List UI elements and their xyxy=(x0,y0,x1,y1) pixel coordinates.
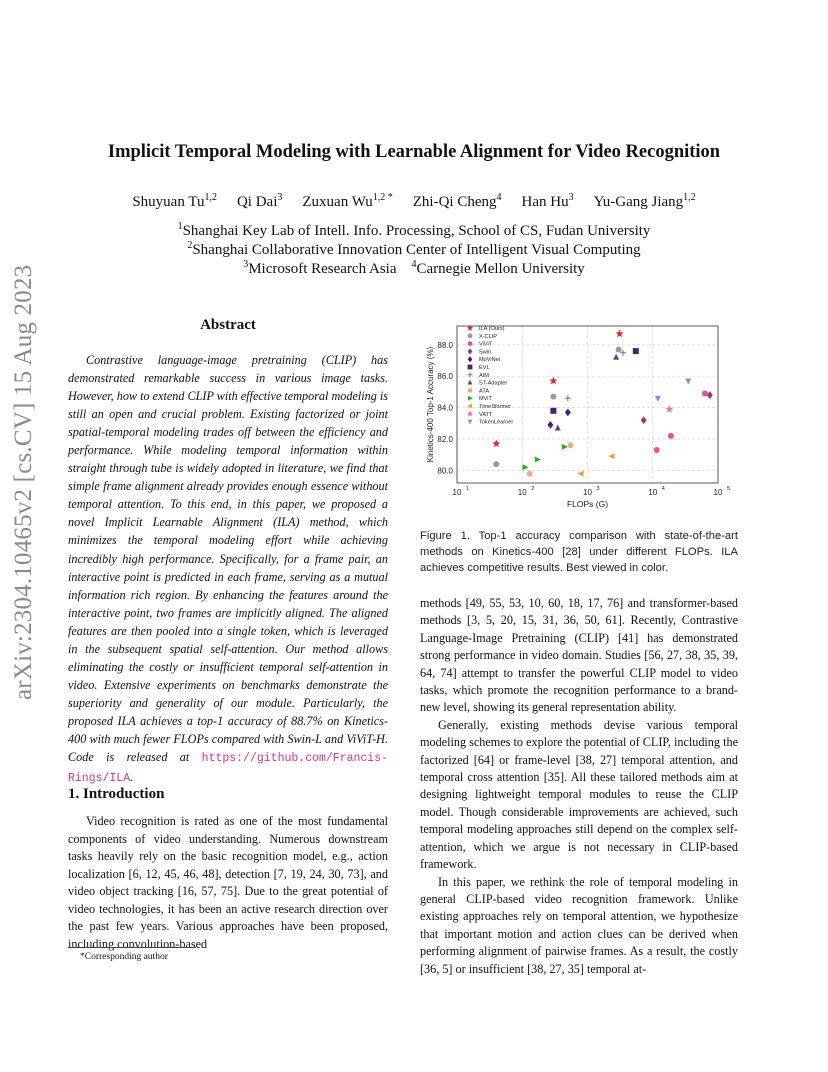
data-point xyxy=(549,377,557,385)
author-name: Qi Dai$^3$ xyxy=(236,192,283,210)
data-point xyxy=(523,464,529,470)
legend-entry: MoViNet xyxy=(479,357,501,364)
section-heading-introduction: 1. Introduction xyxy=(68,786,165,802)
legend-marker xyxy=(468,333,473,338)
accuracy-flops-chart xyxy=(420,318,738,518)
data-point xyxy=(685,379,691,385)
data-point xyxy=(655,396,661,402)
legend-marker xyxy=(468,388,473,393)
x-tick-exponent: 3 xyxy=(596,486,600,492)
author-list xyxy=(0,194,828,211)
y-tick-label: 82.0 xyxy=(437,435,453,445)
x-tick-exponent: 1 xyxy=(466,486,470,492)
data-point xyxy=(568,442,574,448)
data-point xyxy=(550,394,556,400)
y-axis-label: Kinetics-400 Top-1 Accuracy (%) xyxy=(426,346,435,463)
legend-entry: AIM xyxy=(479,372,489,379)
paragraph: methods [49, 55, 53, 10, 60, 18, 17, 76] and transformer-based methods [3, 5, 20, 15, 31, 36, 50, 61]. Recently, Contrastive Language-Image Pretraining (CLIP) [41] has demonstrated strong performance in video domain. Studies [56, 27, 38, 35, 39, 64, 74] attempt to transfer the powerful CLIP model to video tasks, which promote the recognition performance to a brand-new level, showing its general representation ability. xyxy=(420,596,738,715)
data-point xyxy=(493,461,499,467)
x-axis-label: FLOPs (G) xyxy=(566,499,609,509)
data-point xyxy=(616,330,624,338)
affiliation-line-1: $^1$Shanghai Key Lab of Intell. Info. Processing, School of CS, Fudan University xyxy=(177,221,651,239)
legend-entry: X-CLIP xyxy=(479,333,498,340)
data-point xyxy=(535,456,541,462)
y-tick-label: 88.0 xyxy=(437,340,453,350)
x-tick-label: 10 xyxy=(517,488,527,497)
x-tick-exponent: 4 xyxy=(661,486,665,492)
paragraph: In this paper, we rethink the role of temporal modeling in general CLIP-based video recognition framework. Unlike existing approaches rely on temporal attention, we hypothesize that important motion and action clues can be derived when performing alignment of pairwise frames. As a result, the costly [36, 5] or insufficient [38, 27, 35] temporal at- xyxy=(420,874,738,976)
x-tick-exponent: 2 xyxy=(531,486,535,492)
data-point xyxy=(562,444,568,450)
legend-marker xyxy=(468,396,473,401)
y-tick-label: 84.0 xyxy=(437,403,453,413)
right-column-text xyxy=(420,595,738,978)
legend-entry: ViViT xyxy=(479,341,493,348)
legend-entry: ST-Adapter xyxy=(479,380,508,387)
data-point xyxy=(565,395,571,401)
data-point xyxy=(550,408,556,414)
data-point xyxy=(613,354,619,360)
code-link[interactable]: https://github.com/Francis-Rings/ILA xyxy=(68,752,389,786)
data-point xyxy=(616,347,622,353)
data-point xyxy=(555,424,561,430)
legend-entry: EVL xyxy=(479,365,490,371)
legend-entry: ILA (Ours) xyxy=(479,326,505,332)
data-point xyxy=(578,471,584,477)
x-tick-label: 10 xyxy=(713,488,723,497)
legend-entry: TimeSformer xyxy=(479,404,512,410)
affiliation-line-2: $^2$Shanghai Collaborative Innovation Center of Intelligent Visual Computing xyxy=(187,240,641,258)
paragraph: Generally, existing methods devise various temporal modeling schemes to explore the potential of CLIP, including the factorized [64] or frame-level [38, 27] temporal attention, and temporal cross attention [35]. All these tailored methods aim at designing lightweight temporal modules to reuse the CLIP model. Though considerable improvements are achieved, such temporal modeling approaches still depend on the complex self-attention, which we argue is not necessary in CLIP-based framework. xyxy=(420,717,738,872)
x-tick-label: 10 xyxy=(583,488,592,497)
data-point xyxy=(707,391,713,399)
figure-1 xyxy=(420,318,738,518)
footnote: *Corresponding author xyxy=(80,952,168,962)
data-point xyxy=(527,471,533,477)
data-point xyxy=(547,421,553,429)
author-name: Yu-Gang Jiang$^{1,2}$ xyxy=(593,192,696,210)
footnote-divider xyxy=(68,947,196,948)
author-name: Shuyuan Tu$^{1,2}$ xyxy=(132,192,217,210)
legend-marker xyxy=(468,356,473,362)
legend-entry: TokenLearner xyxy=(479,419,514,426)
data-point xyxy=(702,391,708,397)
data-point xyxy=(641,416,647,424)
x-tick-exponent: 5 xyxy=(727,486,731,492)
introduction-text: Video recognition is rated as one of the most fundamental components of video understanding. Numerous downstream tasks heavily rely on the basic recognition model, e.g., action localization [6, 12, 45, 46, 48], detection [7, 19, 24, 30, 73], and video object tracking [16, 57, 75]. Due to the great potential of video technologies, it has been an active research direction over the past few years. Various approaches have been proposed, including convolution-based xyxy=(68,814,388,951)
arxiv-stamp: arXiv:2304.10465v2 [cs.CV] 15 Aug 2023 xyxy=(10,264,37,700)
data-point xyxy=(668,433,674,439)
author-name: Zuxuan $Wu^{1,2 *}$ xyxy=(302,192,393,210)
legend-entry: MViT xyxy=(479,396,492,403)
legend-marker xyxy=(467,410,473,416)
legend-entry: Swin xyxy=(479,349,492,356)
paper-title: Implicit Temporal Modeling with Learnable Alignment for Video Recognition xyxy=(107,142,721,162)
data-point xyxy=(633,348,639,354)
data-point xyxy=(608,453,614,459)
legend-marker xyxy=(467,325,473,331)
data-point xyxy=(654,447,660,453)
legend-marker xyxy=(468,348,473,354)
legend-entry: ATA xyxy=(479,388,490,395)
abstract-text: Contrastive language-image pretraining (CLIP) has demonstrated remarkable success in various image tasks. However, how to extend CLIP with effective temporal modeling is still an open and crucial problem. Existing factorized or joint spatial-temporal modeling trades off between the efficiency and performance. While modeling temporal information within straight through tube is widely adopted in literature, we find that simple frame alignment already provides enough essence without temporal attention. To this end, in this paper, we proposed a novel Implicit Learnable Alignment (ILA) method, which minimizes the temporal modeling effort while achieving incredibly high performance. Specifically, for a frame pair, an interactive point is predicted in each frame, serving as a mutual information rich region. By enhancing the features around the interactive point, two frames are implicitly aligned. The aligned features are then pooled into a single token, which is leveraged in the subsequent spatial self-attention. Our method allows eliminating the costly or insufficient temporal self-attention in video. Extensive experiments on benchmarks demonstrate the superiority and generality of our module. Particularly, the proposed ILA achieves a top-1 accuracy of 88.7% on Kinetics-400 with much fewer FLOPs compared with Swin-L and ViViT-H. Code is released at https://github.com/Francis-Rings/ILA. xyxy=(68,353,389,786)
affiliation-line-3: $^3$Microsoft Research Asia $^4$Carnegie Mellon University xyxy=(243,259,585,277)
legend-marker xyxy=(468,420,473,425)
data-point xyxy=(665,405,673,413)
legend-entry: VATT xyxy=(479,411,493,418)
legend-marker xyxy=(468,341,473,346)
legend-marker xyxy=(468,380,473,385)
author-name: Zhi-Qi Cheng$^4$ xyxy=(412,192,502,210)
data-point xyxy=(565,408,571,416)
figure-caption: Figure 1. Top-1 accuracy comparison with state-of-the-art methods on Kinetics-400 [28] under different FLOPs. ILA achieves competitive results. Best viewed in color. xyxy=(420,530,738,574)
legend-marker xyxy=(468,365,473,370)
x-tick-label: 10 xyxy=(648,488,658,497)
author-name: Han Hu$^3$ xyxy=(521,192,574,210)
data-point xyxy=(492,440,500,448)
x-tick-label: 10 xyxy=(452,488,462,497)
y-tick-label: 80.0 xyxy=(437,466,453,476)
y-tick-label: 86.0 xyxy=(437,372,453,382)
abstract-heading: Abstract xyxy=(200,317,256,333)
